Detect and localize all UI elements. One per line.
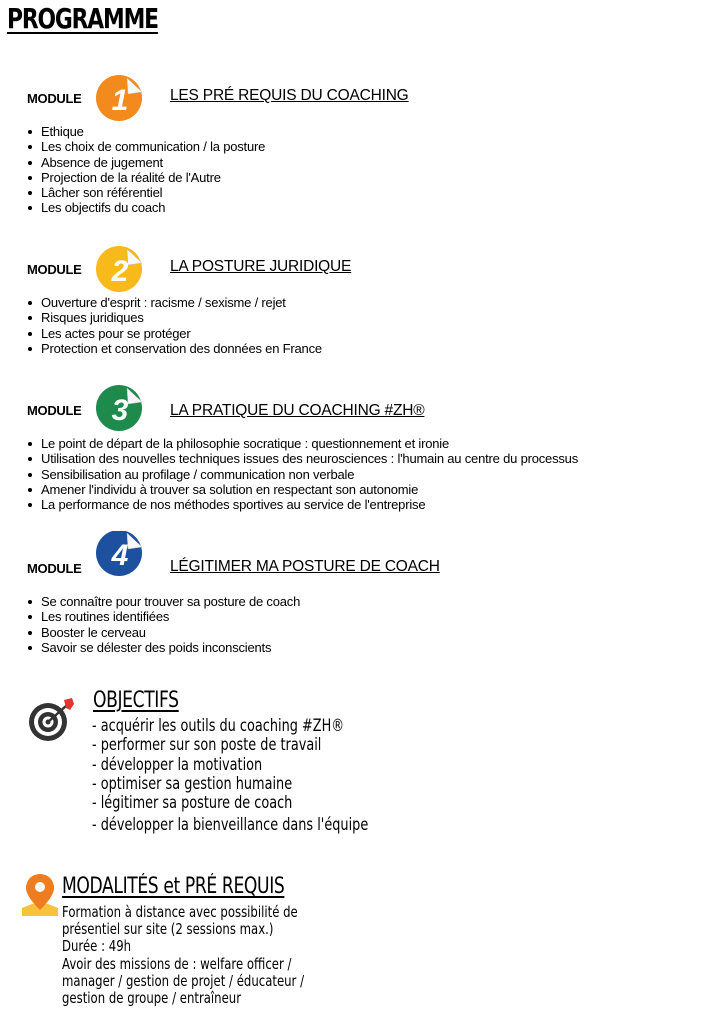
module-label: MODULE xyxy=(27,262,82,277)
list-item: Les choix de communication / la posture xyxy=(24,139,694,154)
module-title: LES PRÉ REQUIS DU COACHING xyxy=(170,87,409,104)
page-title: PROGRAMME xyxy=(7,2,158,35)
badge-page-curl xyxy=(127,249,142,265)
module-label: MODULE xyxy=(27,91,82,106)
module-label: MODULE xyxy=(27,403,82,418)
module-2-number-badge xyxy=(90,243,148,297)
modalites-line: Formation à distance avec possibilité de xyxy=(62,903,298,921)
map-pin-icon xyxy=(20,872,60,918)
list-item: Le point de départ de la philosophie socratique : questionnement et ironie xyxy=(24,436,694,451)
modalites-line: présentiel sur site (2 sessions max.) xyxy=(62,920,274,939)
objective-item: - performer sur son poste de travail xyxy=(92,735,322,755)
badge-page-curl xyxy=(127,78,142,94)
modalites-text xyxy=(62,904,304,1007)
module-4 xyxy=(24,531,694,655)
module-3-number-badge xyxy=(90,384,148,438)
list-item: La performance de nos méthodes sportives au service de l'entreprise xyxy=(24,497,694,512)
list-item: Amener l'individu à trouver sa solution en respectant son autonomie xyxy=(24,482,694,497)
list-item: Protection et conservation des données en France xyxy=(24,341,694,356)
badge-number: 3 xyxy=(111,394,129,427)
module-3 xyxy=(24,384,694,512)
modalites-line: Avoir des missions de : welfare officer / xyxy=(62,954,292,973)
list-item: Utilisation des nouvelles techniques issues des neurosciences : l'humain au centre du processus xyxy=(24,451,694,466)
list-item: Se connaître pour trouver sa posture de coach xyxy=(24,594,694,609)
modalites-title: MODALITÉS et PRÉ REQUIS xyxy=(62,874,285,899)
badge-number: 2 xyxy=(111,255,129,288)
list-item: Savoir se délester des poids inconscients xyxy=(24,640,694,655)
badge-number: 4 xyxy=(111,539,129,572)
module-title: LA POSTURE JURIDIQUE xyxy=(170,258,352,275)
modalites-line: Durée : 49h xyxy=(62,937,132,956)
objectifs-title: OBJECTIFS xyxy=(93,688,179,713)
module-title: LÉGITIMER MA POSTURE DE COACH xyxy=(170,558,440,575)
list-item: Les objectifs du coach xyxy=(24,200,694,215)
objective-item: - acquérir les outils du coaching #ZH® xyxy=(92,716,345,735)
modalites-line: manager / gestion de projet / éducateur / xyxy=(62,971,305,990)
objective-item: - légitimer sa posture de coach xyxy=(92,793,293,813)
module-2 xyxy=(24,243,694,356)
list-item: Absence de jugement xyxy=(24,155,694,170)
list-item: Risques juridiques xyxy=(24,310,694,325)
badge-page-curl xyxy=(127,388,142,404)
list-item: Projection de la réalité de l'Autre xyxy=(24,170,694,185)
objective-item: - développer la bienveillance dans l'équipe xyxy=(92,815,369,835)
target-dart-icon xyxy=(26,694,78,744)
module-1 xyxy=(24,72,694,216)
badge-number: 1 xyxy=(111,84,129,117)
badge-page-curl xyxy=(127,533,142,549)
objective-item: - optimiser sa gestion humaine xyxy=(92,773,293,793)
list-item: Les routines identifiées xyxy=(24,609,694,624)
list-item: Ouverture d'esprit : racisme / sexisme / rejet xyxy=(24,295,694,310)
module-4-number-badge xyxy=(90,531,148,585)
list-item: Ethique xyxy=(24,124,694,139)
list-item: Sensibilisation au profilage / communication non verbale xyxy=(24,467,694,482)
modalites-line: gestion de groupe / entraîneur xyxy=(62,988,242,1007)
objective-item: - développer la motivation xyxy=(92,754,263,774)
module-title: LA PRATIQUE DU COACHING #ZH® xyxy=(170,402,425,419)
list-item: Les actes pour se protéger xyxy=(24,326,694,341)
module-label: MODULE xyxy=(27,561,82,576)
module-1-number-badge xyxy=(90,72,148,126)
list-item: Lâcher son référentiel xyxy=(24,185,694,200)
list-item: Booster le cerveau xyxy=(24,625,694,640)
objectifs-list xyxy=(92,716,368,835)
